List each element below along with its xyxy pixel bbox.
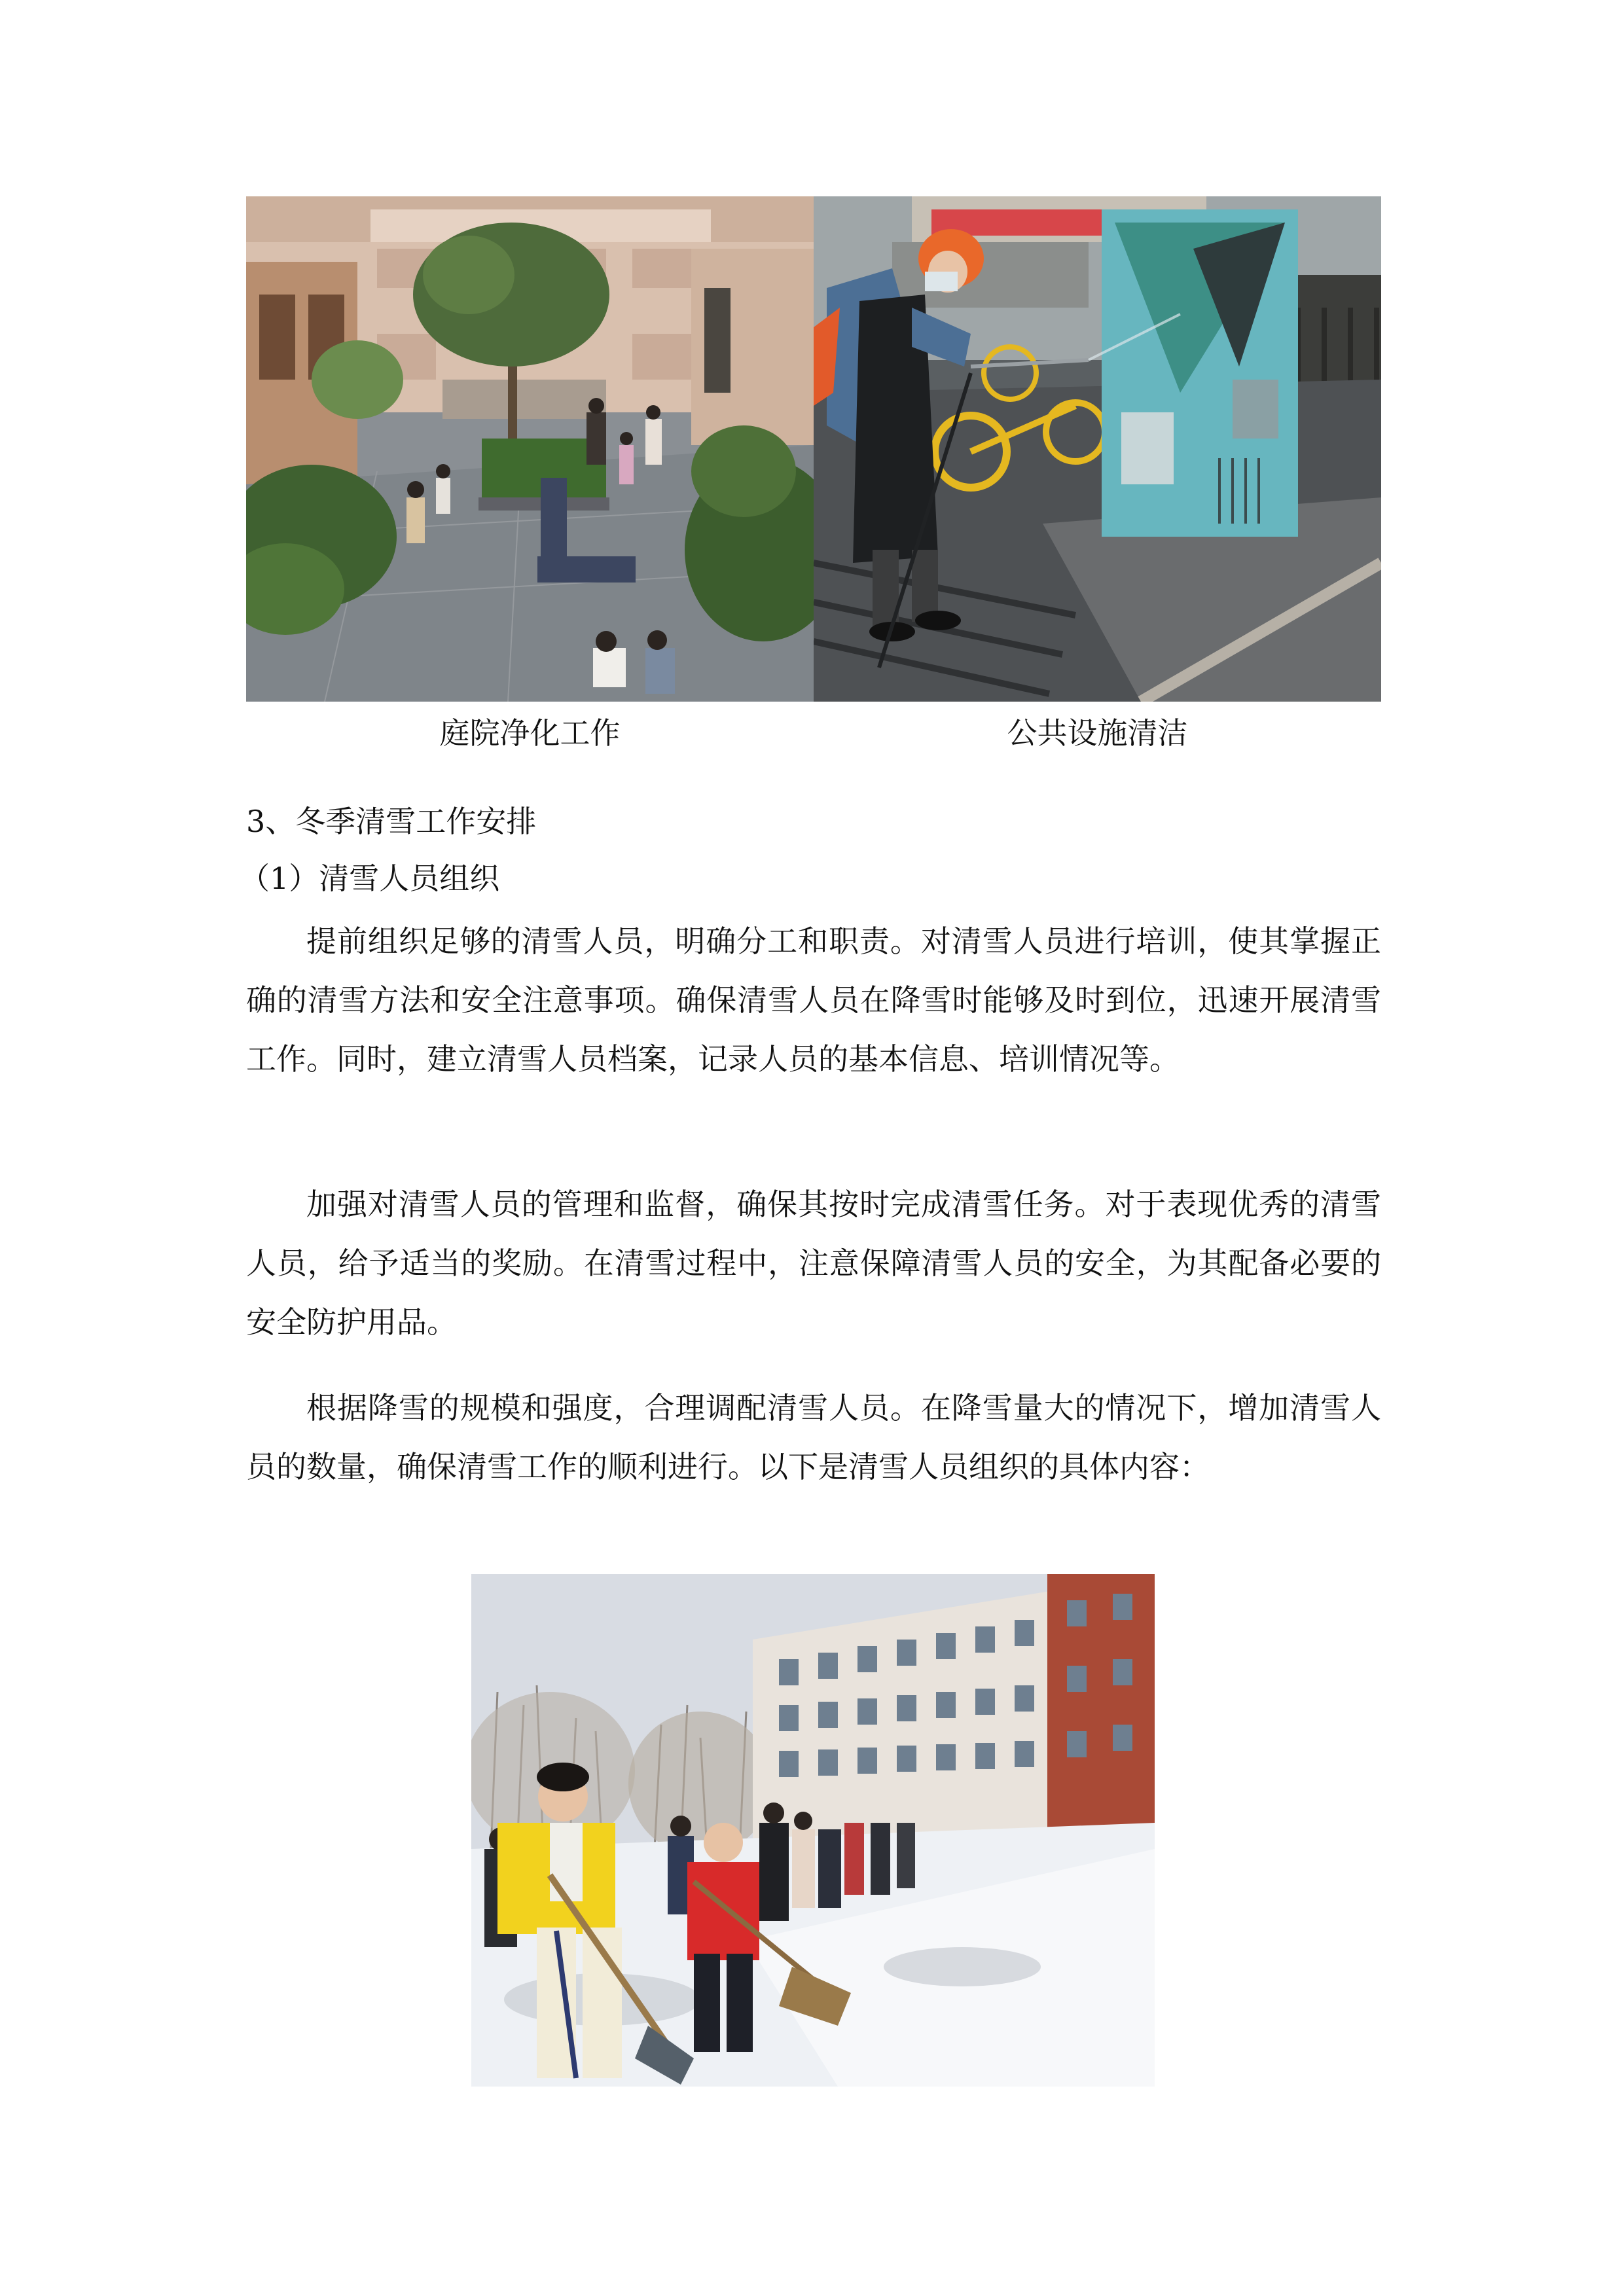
- body-paragraph: 根据降雪的规模和强度，合理调配清雪人员。在降雪量大的情况下，增加清雪人员的数量，确保清雪工作的顺利进行。以下是清雪人员组织的具体内容：: [246, 1390, 1381, 1484]
- snow-clearing-photo: [471, 1574, 1155, 2087]
- body-paragraph: 加强对清雪人员的管理和监督，确保其按时完成清雪任务。对于表现优秀的清雪人员，给予适当的奖励。在清雪过程中，注意保障清雪人员的安全，为其配备必要的安全防护用品。: [246, 1187, 1381, 1340]
- body-paragraph: 提前组织足够的清雪人员，明确分工和职责。对清雪人员进行培训，使其掌握正确的清雪方法和安全注意事项。确保清雪人员在降雪时能够及时到位，迅速开展清雪工作。同时，建立清雪人员档案，记录人员的基本信息、培训情况等。: [246, 924, 1381, 1077]
- public-facility-cleaning-photo: [814, 196, 1381, 702]
- section-heading: 3、冬季清雪工作安排: [246, 804, 537, 839]
- courtyard-cleaning-photo: [246, 196, 814, 702]
- courtyard-photo-caption: 庭院净化工作: [439, 715, 621, 751]
- facility-photo-caption: 公共设施清洁: [1007, 715, 1188, 751]
- subsection-heading: （1）清雪人员组织: [240, 861, 500, 896]
